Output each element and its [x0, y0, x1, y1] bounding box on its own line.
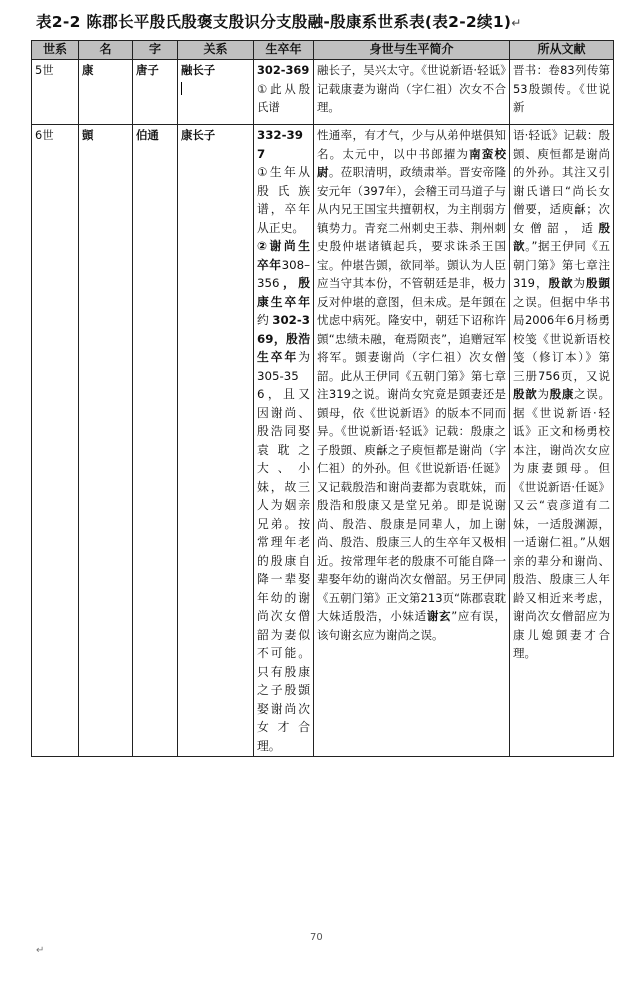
cell-name: 康 [79, 60, 133, 125]
header-relation: 关系 [178, 41, 254, 60]
page-title: 表2-2 陈郡长平殷氏殷褒支殷识分支殷融-殷康系世系表(表2-2续1)↵ [36, 13, 522, 31]
page-number: 70 [310, 932, 323, 943]
cell-name: 顗 [79, 125, 133, 757]
cell-years: 302-369 ①此从殷氏谱 [254, 60, 314, 125]
cell-sources: 语·轻诋》记载：殷顗、庾恒都是谢尚的外孙。其注又引谢氏谱曰“尚长女僧要，适庾龢；次女僧韶，适殷歆。”据王伊同《五朝门第》第七章注319，殷歆为殷顗之误。但据中华书局2006年6月杨勇校笺《世说新语校笺（修订本）》第三册756页，又说殷歆为殷康之误。据《世说新语·轻诋》正文和杨勇校本注，谢尚次女应为康妻顗母。但《世说新语·任诞》又云“袁彦道有二妹，一适殷渊源，一适谢仁祖。”从姻亲的辈分和谢尚、殷浩、殷康三人年龄又相近来考虑，谢尚次女僧韶应为康儿媳顗妻才合理。 [510, 125, 614, 757]
header-bio: 身世与生平简介 [314, 41, 510, 60]
cell-sources: 晋书：卷83列传第53殷顗传。《世说新 [510, 60, 614, 125]
cell-years: 332-397 ①生年从殷氏族谱，卒年从正史。 ②谢尚生卒年308–356，殷康生卒年约302-369，殷浩生卒年为305-356，且又因谢尚、殷浩同娶袁耽之大、小妹，故三人为姻亲兄弟。按常理年老的殷康自降一辈娶年幼的谢尚次女僧韶为妻似不可能。只有殷康之子殷顗娶谢尚次女才合理。 [254, 125, 314, 757]
paragraph-mark-icon: ↵ [511, 16, 522, 30]
cell-courtesy: 唐子 [133, 60, 178, 125]
cell-courtesy: 伯通 [133, 125, 178, 757]
header-generation: 世系 [32, 41, 79, 60]
text-cursor [181, 82, 182, 95]
header-name: 名 [79, 41, 133, 60]
cell-relation: 融长子 [178, 60, 254, 125]
cell-bio: 融长子，吴兴太守。《世说新语·轻诋》记载康妻为谢尚（字仁祖）次女不合理。 [314, 60, 510, 125]
genealogy-table [31, 40, 614, 757]
paragraph-mark-icon: ↵ [36, 945, 45, 956]
header-courtesy: 字 [133, 41, 178, 60]
cell-relation: 康长子 [178, 125, 254, 757]
header-sources: 所从文献 [510, 41, 614, 60]
cell-bio: 性通率，有才气，少与从弟仲堪俱知名。太元中，以中书郎擢为南蛮校尉。莅职清明，政绩肃举。晋安帝隆安元年（397年），会稽王司马道子与从内兄王国宝共擅朝权，为主削弱方镇势力。青兖二州刺史王恭、荆州刺史殷仲堪诸镇起兵，要求诛杀王国宝。仲堪告顗，欲同举。顗认为人臣应当守其本份，不管朝廷是非，极力反对仲堪的意图，但未成。是年顗在忧虑中病死。隆安中，朝廷下诏称许顗“忠绩未融，奄焉陨丧”，追赠冠军将军。顗妻谢尚（字仁祖）次女僧韶。此从王伊同《五朝门第》第七章注319之说。谢尚女究竟是顗妻还是顗母，依《世说新语》的版本不同而异。《世说新语·轻诋》记载：殷康之子殷顗、庾龢之子庾恒都是谢尚（字仁祖）的外孙。但《世说新语·任诞》又记载殷浩和谢尚妻都为袁耽妹，而殷浩和殷康又是堂兄弟。即是说谢尚、殷浩、殷康是同辈人，加上谢尚、殷浩、殷康三人的生卒年又极相近。按常理年老的殷康不可能自降一辈娶年幼的谢尚次女僧韶。另王伊同《五朝门第》正文第213页“陈郡袁耽大妹适殷浩，小妹适谢玄”应有误，该句谢玄应为谢尚之误。 [314, 125, 510, 757]
cell-generation: 5世 [32, 60, 79, 125]
table-header-row [32, 41, 614, 60]
table-row [32, 125, 614, 757]
table-row [32, 60, 614, 125]
header-years: 生卒年 [254, 41, 314, 60]
cell-generation: 6世 [32, 125, 79, 757]
